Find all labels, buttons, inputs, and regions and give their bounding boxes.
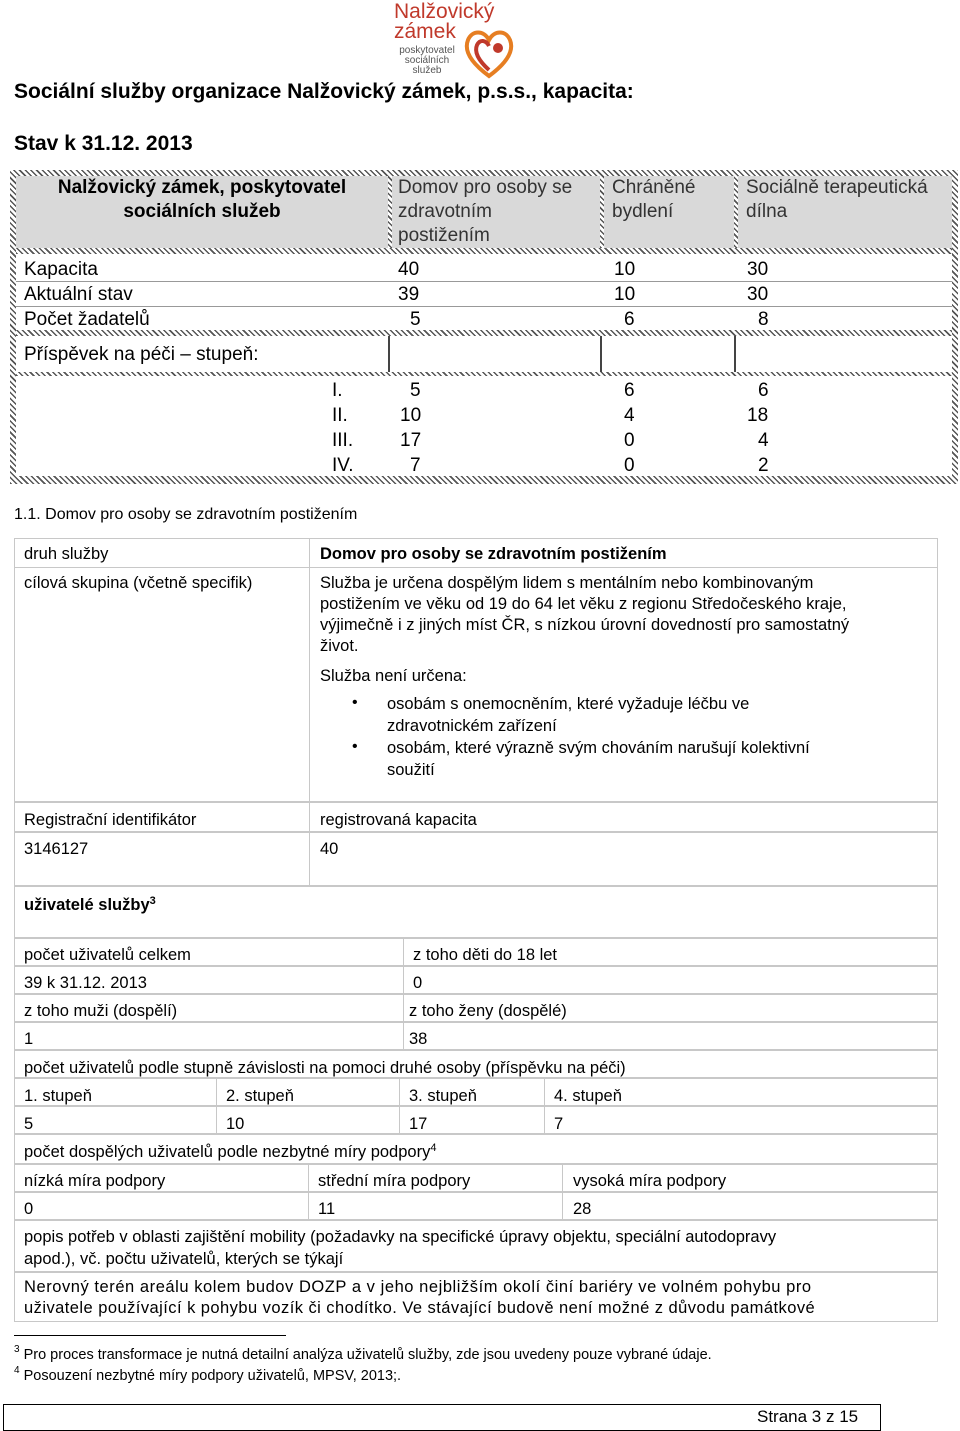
total-users-label: počet uživatelů celkem xyxy=(24,946,191,964)
women-value: 38 xyxy=(409,1030,428,1048)
target-line: život. xyxy=(320,637,359,655)
cell-value: 6 xyxy=(624,380,635,401)
support-header: střední míra podpory xyxy=(318,1172,471,1190)
page-title: Sociální služby organizace Nalžovický zámek, p.s.s., kapacita: xyxy=(14,80,634,103)
table-hatch-divider xyxy=(16,330,952,336)
users-title-text: uživatelé služby xyxy=(24,896,150,914)
header-col2-label xyxy=(612,176,695,224)
header-col3-label xyxy=(746,176,928,224)
header-org-line2: sociálních služeb xyxy=(123,201,281,222)
heart-logo-icon xyxy=(462,22,516,80)
col-divider xyxy=(600,336,602,372)
col-divider xyxy=(734,336,736,372)
row-label-kapacita: Kapacita xyxy=(24,259,98,280)
care-rows-panel xyxy=(16,376,952,476)
row-label-aktualni-stav: Aktuální stav xyxy=(24,284,133,305)
logo-text-line2: zámek xyxy=(394,20,456,43)
cell-value: 30 xyxy=(747,259,769,280)
children-value: 0 xyxy=(413,974,423,992)
users-cell xyxy=(14,1022,404,1050)
cell-value: 5 xyxy=(410,309,421,330)
service-type-label: druh služby xyxy=(24,545,109,563)
degree-value: 7 xyxy=(554,1115,564,1133)
col-divider xyxy=(388,336,390,372)
target-line: výjimečně i z jiných míst ČR, s nízkou úrovní dovedností pro samostatný xyxy=(320,616,850,634)
degree-title: počet uživatelů podle stupně závislosti na pomoci druhé osoby (příspěvku na péči) xyxy=(24,1059,626,1077)
cell-value: 10 xyxy=(614,259,636,280)
footnote-separator xyxy=(14,1335,286,1336)
degree-header: 2. stupeň xyxy=(226,1087,294,1105)
header-col1-line3: postižením xyxy=(398,225,490,246)
care-degree: II. xyxy=(332,405,348,426)
target-line: Služba je určena dospělým lidem s mentálním nebo kombinovaným xyxy=(320,574,814,592)
capacity-rows-panel xyxy=(16,254,952,330)
header-col1-line2: zdravotním xyxy=(398,201,492,222)
mobility-title-line: popis potřeb v oblasti zajištění mobility (požadavky na specifické úpravy objektu, speciální autodopravy xyxy=(24,1228,777,1246)
footnote xyxy=(14,1344,712,1363)
reg-id-label: Registrační identifikátor xyxy=(24,811,197,829)
table-hatch-divider xyxy=(16,372,952,376)
logo-sub-1: poskytovatel xyxy=(399,45,455,56)
header-org-line1: Nalžovický zámek, poskytovatel xyxy=(57,177,347,198)
degree-header: 4. stupeň xyxy=(554,1087,622,1105)
header-org-label xyxy=(16,176,388,224)
not-for-item: osobám, které výrazně svým chováním narušují kolektivní xyxy=(387,739,810,757)
reg-id-value: 3146127 xyxy=(24,840,89,858)
cell-value: 10 xyxy=(614,284,636,305)
table-hatch-divider xyxy=(16,248,952,254)
organization-logo xyxy=(368,0,528,80)
cell-value: 8 xyxy=(758,309,769,330)
degree-header: 1. stupeň xyxy=(24,1087,92,1105)
total-users-value: 39 k 31.12. 2013 xyxy=(24,974,147,992)
row-label-pocet-zadatelu: Počet žadatelů xyxy=(24,309,150,330)
status-date: Stav k 31.12. 2013 xyxy=(14,132,193,155)
footnote-number: 4 xyxy=(14,1365,20,1376)
cell-value: 18 xyxy=(747,405,769,426)
reg-cap-value: 40 xyxy=(320,840,339,858)
men-value: 1 xyxy=(24,1030,34,1048)
service-type-value: Domov pro osoby se zdravotním postižením xyxy=(320,545,667,563)
target-line: postižením ve věku od 19 do 64 let věku z regionu Středočeského kraje, xyxy=(320,595,847,613)
cell-value: 10 xyxy=(400,405,422,426)
women-label: z toho ženy (dospělé) xyxy=(409,1002,567,1020)
logo-sub-2: sociálních xyxy=(404,55,450,66)
cell-value: 39 xyxy=(398,284,420,305)
support-title xyxy=(24,1143,436,1162)
cell-value: 6 xyxy=(758,380,769,401)
header-col3-line2: dílna xyxy=(746,201,788,222)
care-degree: III. xyxy=(332,430,354,451)
footnote-number: 3 xyxy=(14,1344,20,1355)
target-group-label: cílová skupina (včetně specifik) xyxy=(24,574,253,592)
target-group-text xyxy=(320,573,932,657)
header-col2-line1: Chráněné xyxy=(612,177,696,198)
support-value: 11 xyxy=(318,1200,336,1218)
bullet-icon: • xyxy=(352,694,358,711)
logo-sub-3: služeb xyxy=(412,65,442,76)
header-col3-line1: Sociálně terapeutická xyxy=(746,177,928,198)
not-for-item: zdravotnickém zařízení xyxy=(387,717,557,735)
cell-value: 6 xyxy=(624,309,635,330)
care-degree: I. xyxy=(332,380,343,401)
footnote-text: Pro proces transformace je nutná detailní analýza uživatelů služby, zde jsou uvedeny pouze vybrané údaje. xyxy=(23,1347,712,1363)
support-header: vysoká míra podpory xyxy=(573,1172,727,1190)
mobility-title-line: apod.), vč. počtu uživatelů, kterých se týkají xyxy=(24,1250,344,1268)
children-label: z toho děti do 18 let xyxy=(413,946,558,964)
support-value: 0 xyxy=(24,1200,34,1218)
cell-value: 2 xyxy=(758,455,769,476)
mobility-text-line: Nerovný terén areálu kolem budov DOZP a v jeho nejbližším okolí činí bariéry ve volném pohybu pro xyxy=(24,1278,812,1296)
degree-value: 17 xyxy=(409,1115,428,1133)
not-for-item: soužití xyxy=(387,761,435,779)
header-col2-line2: bydlení xyxy=(612,201,674,222)
degree-value: 10 xyxy=(226,1115,245,1133)
cell-value: 4 xyxy=(624,405,635,426)
cell-value: 40 xyxy=(398,259,420,280)
cell-value: 4 xyxy=(758,430,769,451)
registration-value-row xyxy=(14,832,938,886)
care-degree-label: Příspěvek na péči – stupeň: xyxy=(24,344,259,365)
support-value: 28 xyxy=(573,1200,592,1218)
support-title-text: počet dospělých uživatelů podle nezbytné míry podpory xyxy=(24,1143,431,1161)
cell-value: 7 xyxy=(410,455,421,476)
cell-value: 0 xyxy=(624,455,635,476)
cell-value: 0 xyxy=(624,430,635,451)
cell-value: 5 xyxy=(410,380,421,401)
not-for-label: Služba není určena: xyxy=(320,667,467,685)
page-footer xyxy=(3,1404,881,1431)
cell-value: 17 xyxy=(400,430,422,451)
support-header: nízká míra podpory xyxy=(24,1172,166,1190)
logo-text-line1: Nalžovický xyxy=(394,0,495,23)
footnote-text: Posouzení nezbytné míry podpory uživatelů, MPSV, 2013;. xyxy=(23,1368,402,1384)
row-divider xyxy=(16,306,952,307)
users-title xyxy=(24,896,156,915)
logo-subtitle xyxy=(394,46,460,76)
bullet-icon: • xyxy=(352,738,358,755)
degree-value: 5 xyxy=(24,1115,34,1133)
footnote xyxy=(14,1365,402,1384)
men-label: z toho muži (dospělí) xyxy=(24,1002,178,1020)
degree-header: 3. stupeň xyxy=(409,1087,477,1105)
not-for-item: osobám s onemocněním, které vyžaduje léčbu ve xyxy=(387,695,750,713)
header-col1-label xyxy=(398,176,572,248)
care-degree: IV. xyxy=(332,455,354,476)
row-divider xyxy=(16,281,952,282)
capacity-table xyxy=(10,170,958,484)
footnote-ref[interactable]: 3 xyxy=(149,895,156,907)
reg-cap-label: registrovaná kapacita xyxy=(320,811,477,829)
header-col1-line1: Domov pro osoby se xyxy=(398,177,573,198)
mobility-text-line: uživatele používající k pohybu vozík či chodítko. Ve stávající budově není možné z důvodu památkové xyxy=(24,1299,816,1317)
page-number: Strana 3 z 15 xyxy=(757,1407,859,1426)
section-title: 1.1. Domov pro osoby se zdravotním postižením xyxy=(14,506,358,523)
footnote-ref[interactable]: 4 xyxy=(430,1142,437,1154)
cell-value: 30 xyxy=(747,284,769,305)
